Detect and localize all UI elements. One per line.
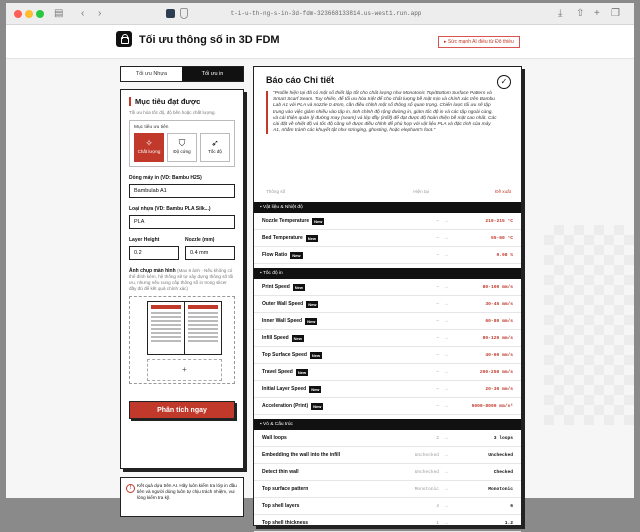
report-panel: [253, 66, 522, 526]
add-screenshot-button[interactable]: +: [147, 359, 222, 381]
param-name-text: Detect thin wall: [262, 469, 299, 475]
screenshot-label-block: [129, 268, 235, 292]
page-content: [6, 25, 634, 526]
new-badge: New: [307, 318, 316, 324]
param-name-text: Outer Wall Speed: [262, 301, 304, 307]
new-badge: New: [311, 386, 320, 392]
recommended-value: Unchecked: [488, 452, 513, 458]
table-row: [254, 330, 521, 347]
ai-power-link[interactable]: ▸ Sức mạnh AI điều từ Đô thiều: [438, 36, 520, 48]
table-row: [254, 296, 521, 313]
param-name: [262, 403, 389, 410]
report-column-headers: [266, 189, 511, 194]
table-row: [254, 464, 521, 481]
table-row: [254, 398, 521, 415]
new-badge: New: [311, 352, 321, 358]
analyze-button[interactable]: Phân tích ngay: [129, 401, 235, 419]
arrow-right-icon: →: [443, 469, 449, 475]
report-title: Báo cáo Chi tiết: [266, 75, 335, 85]
table-row: [254, 498, 521, 515]
screenshot-thumbnail[interactable]: [147, 301, 185, 355]
recommended-value: 40-60 mm/s: [485, 352, 513, 358]
table-row: [254, 364, 521, 381]
recommended-value: 60-80 mm/s: [485, 318, 513, 324]
printer-input[interactable]: Bambulab A1: [129, 184, 235, 198]
table-row: [254, 247, 521, 264]
address-bar[interactable]: t-i-u-th-ng-s-in-3d-fdm-323668133814.us-west1.run.app: [230, 10, 422, 17]
nozzle-input[interactable]: 0.4 mm: [185, 246, 235, 260]
recommended-value: 5000-8000 mm/s²: [471, 403, 513, 409]
param-name-text: Top shell thickness: [262, 520, 309, 526]
minimize-window-button[interactable]: [25, 10, 33, 18]
arrow-right-icon: →: [443, 369, 449, 375]
current-value: —: [436, 252, 439, 258]
current-value: 2: [436, 435, 439, 441]
param-name: [262, 503, 389, 509]
recommended-value: 30-45 mm/s: [485, 301, 513, 307]
arrow-right-icon: →: [443, 301, 449, 307]
goal-form-card: [120, 89, 244, 469]
param-name-text: Top shell layers: [262, 503, 300, 509]
new-badge: New: [294, 284, 304, 290]
current-value: 4: [436, 503, 439, 509]
shield-icon: ⛉: [178, 138, 186, 148]
report-section-header: ▪ Tốc độ in: [254, 268, 521, 279]
page-title: Tối ưu thông số in 3D FDM: [139, 34, 280, 46]
param-name-text: Inner Wall Speed: [262, 318, 303, 324]
arrow-right-icon: →: [443, 403, 449, 409]
tab-overview-icon[interactable]: ❐: [611, 8, 620, 19]
arrow-right-icon: →: [443, 352, 449, 358]
param-name: [262, 318, 389, 325]
current-value: —: [436, 352, 439, 358]
mode-tabs: [120, 66, 244, 82]
recommended-value: 6: [510, 503, 513, 509]
current-value: 1: [436, 520, 439, 526]
current-value: Unchecked: [414, 469, 439, 475]
param-name: [262, 218, 389, 225]
recommended-value: 3 loops: [493, 435, 513, 441]
arrow-right-icon: →: [443, 452, 449, 458]
screenshot-hint: (Max 6 ảnh - Nếu không có thể đính kèm, hệ thống sẽ tự xây dựng thông số tối ưu, nhưng nếu cung cấp thông số in trong slicer đầy đủ để kết quả chính xác): [129, 268, 234, 291]
param-name: [262, 235, 389, 242]
param-name-text: Acceleration (Print): [262, 403, 309, 409]
param-name-text: Wall loops: [262, 435, 287, 441]
report-header: [254, 67, 521, 198]
column-param: Thông số: [266, 189, 286, 194]
site-favicon-icon: [166, 9, 175, 18]
arrow-right-icon: →: [443, 335, 449, 341]
current-value: —: [436, 386, 439, 392]
report-description: "Profile hiện tại đã có một số thiết lập tốt cho chất lượng như Monotonic Top/Bottom Surface Pattern và Smart Scarf Seam. Tuy nhiên, để tối ưu hóa triệt để cho chất lượng bề mặt mịn và chính xác trên Bambu Lab A1 với PLA và nozzle 0.4mm, cần điều chỉnh một số thông số quan trọng. Chiến lược tối ưu sẽ tập trung vào việc giảm nhiều vào tập in, tinh chỉnh độ rộng đường in, giảm tốc độ in và các tập ngoài cùng, và cải thiện quản lý đường may (seam) và lớp đầy (infill) để đạt được độ hoàn thiện bề mặt cao nhất. Các cài đặt về nhiệt độ và tốc độ cũng sẽ được điều chỉnh để phù hợp với vật liệu PLA và đặc tính của máy A1, nhằm tránh các khuyết tật như stringing, ghosting, hoặc elephant's foot.": [266, 91, 498, 134]
table-row: [254, 381, 521, 398]
screenshot-dropzone[interactable]: [129, 296, 235, 384]
sidebar-toggle-icon[interactable]: ▤: [54, 8, 64, 19]
param-name: [262, 452, 389, 458]
column-current: Hiện tại: [413, 189, 429, 194]
param-name: [262, 252, 389, 259]
table-row: [254, 430, 521, 447]
tab-print[interactable]: Tối ưu in: [182, 67, 243, 81]
param-name-text: Top Surface Speed: [262, 352, 307, 358]
recommended-value: 210-215 °C: [485, 218, 513, 224]
priority-box: [129, 120, 235, 167]
new-badge: New: [308, 301, 317, 307]
param-name-text: Bed Temperature: [262, 235, 303, 241]
report-sections: [254, 202, 521, 532]
share-icon[interactable]: ⇧: [576, 8, 585, 19]
table-row: [254, 447, 521, 464]
goal-title: Mục tiêu đạt được: [129, 97, 235, 106]
browser-titlebar: [6, 3, 634, 25]
arrow-right-icon: →: [443, 235, 449, 241]
param-name-text: Initial Layer Speed: [262, 386, 307, 392]
current-value: —: [436, 218, 439, 224]
param-name: [262, 284, 389, 291]
recommended-value: Monotonic: [488, 486, 513, 492]
table-row: [254, 515, 521, 532]
new-badge: New: [307, 235, 316, 241]
screenshot-label: Ảnh chụp màn hình: [129, 268, 176, 274]
param-name-text: Travel Speed: [262, 369, 293, 375]
recommended-value: 80-100 mm/s: [482, 284, 513, 290]
current-value: —: [436, 369, 439, 375]
current-value: —: [436, 301, 439, 307]
priority-strength-button[interactable]: [167, 133, 197, 162]
param-name-text: Embedding the wall into the infill: [262, 452, 341, 458]
arrow-right-icon: →: [443, 435, 449, 441]
priority-speed-button[interactable]: [200, 133, 230, 162]
arrow-right-icon: →: [443, 218, 449, 224]
param-name-text: Infill Speed: [262, 335, 289, 341]
priority-quality-button[interactable]: [134, 133, 164, 162]
current-value: Monotonic: [414, 486, 439, 492]
current-value: Unchecked: [414, 452, 439, 458]
param-name: [262, 469, 389, 475]
current-value: —: [436, 403, 439, 409]
report-section-header: ▪ Vật liệu & Nhiệt độ: [254, 202, 521, 213]
priority-speed-label: Tốc độ: [208, 149, 222, 154]
goal-subtitle: Tối ưu hóa tốc độ, độ bền hoặc chất lượng.: [129, 110, 216, 115]
table-row: [254, 230, 521, 247]
column-suggest: Đề xuất: [495, 189, 511, 194]
current-value: —: [436, 284, 439, 290]
arrow-right-icon: →: [443, 284, 449, 290]
new-badge: New: [314, 218, 323, 224]
app-header: [6, 25, 634, 59]
new-badge: New: [297, 369, 307, 375]
ai-disclaimer: ! Kết quả dựa trên AI. Hãy luôn kiểm tra lớp in đầu tiên và người dùng luôn tự chịu trách nhiệm, vui lòng kiểm tra kỹ.: [120, 477, 244, 517]
table-row: [254, 481, 521, 498]
recommended-value: 55-60 °C: [490, 235, 513, 241]
filament-label: Loại nhựa (VD: Bambu PLA Silk...): [129, 206, 211, 212]
param-name: [262, 335, 389, 342]
tab-filament[interactable]: Tối ưu Nhựa: [135, 71, 168, 77]
arrow-right-icon: →: [443, 252, 449, 258]
filament-input[interactable]: PLA: [129, 215, 235, 229]
param-name-text: Flow Ratio: [262, 252, 288, 258]
param-name: [262, 486, 389, 492]
current-value: —: [436, 318, 439, 324]
layer-height-label: Layer Height: [129, 237, 160, 243]
lock-icon: [116, 31, 132, 47]
printer-label: Dòng máy in (VD: Bambu H2S): [129, 175, 202, 181]
arrow-right-icon: →: [443, 318, 449, 324]
back-arrow-icon[interactable]: ‹: [81, 8, 85, 19]
table-row: [254, 279, 521, 296]
forward-arrow-icon[interactable]: ›: [98, 8, 102, 19]
sparkle-icon: ✧: [145, 138, 153, 148]
arrow-right-icon: →: [443, 486, 449, 492]
param-name-text: Top surface pattern: [262, 486, 309, 492]
close-window-button[interactable]: [14, 10, 22, 18]
download-icon[interactable]: ⤓: [558, 8, 563, 19]
priority-quality-label: Chất lượng: [137, 149, 161, 154]
screenshot-thumbnail[interactable]: [184, 301, 222, 355]
recommended-value: 1.2: [504, 520, 513, 526]
priority-strength-label: Độ cứng: [173, 149, 191, 154]
param-name-text: Print Speed: [262, 284, 290, 290]
current-value: —: [436, 235, 439, 241]
new-badge: New: [313, 403, 322, 409]
layer-height-input[interactable]: 0.2: [129, 246, 179, 260]
nozzle-label: Nozzle (mm): [185, 237, 215, 243]
current-value: —: [436, 335, 439, 341]
new-badge: New: [292, 252, 301, 258]
table-row: [254, 213, 521, 230]
zoom-window-button[interactable]: [36, 10, 44, 18]
param-name: [262, 386, 389, 393]
report-section-header: ▪ Vỏ & Cấu trúc: [254, 419, 521, 430]
param-name: [262, 301, 389, 308]
new-tab-icon[interactable]: +: [594, 8, 600, 19]
recommended-value: 20-30 mm/s: [485, 386, 513, 392]
recommended-value: 200-250 mm/s: [479, 369, 513, 375]
privacy-shield-icon[interactable]: [180, 8, 188, 19]
rocket-icon: ➶: [211, 138, 219, 148]
param-name: [262, 369, 389, 376]
browser-window: [6, 3, 634, 526]
recommended-value: 0.98 %: [496, 252, 513, 258]
param-name: [262, 435, 389, 441]
recommended-value: Checked: [493, 469, 513, 475]
check-circle-icon: ✓: [497, 75, 511, 89]
param-name-text: Nozzle Temperature: [262, 218, 310, 224]
priority-label: Mục tiêu ưu tiên: [134, 125, 169, 130]
recommended-value: 80-120 mm/s: [482, 335, 513, 341]
new-badge: New: [293, 335, 302, 341]
param-name: [262, 520, 389, 526]
arrow-right-icon: →: [443, 520, 449, 526]
table-row: [254, 313, 521, 330]
param-name: [262, 352, 389, 359]
arrow-right-icon: →: [443, 386, 449, 392]
table-row: [254, 347, 521, 364]
arrow-right-icon: →: [443, 503, 449, 509]
